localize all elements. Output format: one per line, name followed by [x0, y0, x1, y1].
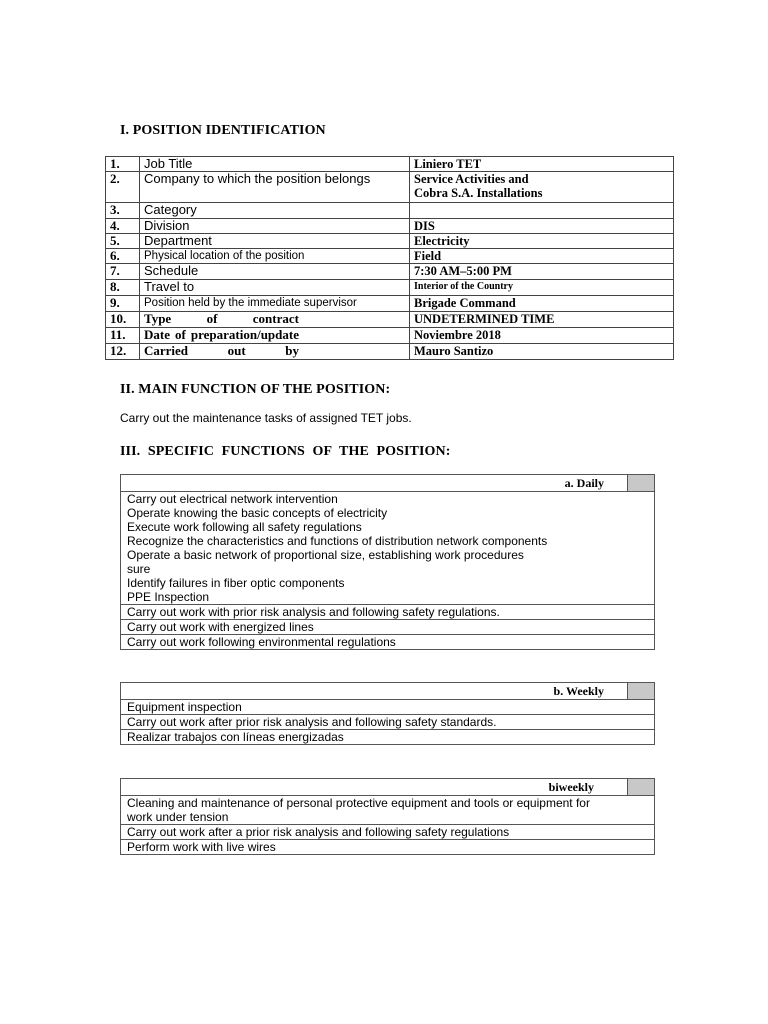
row-value: Field: [410, 249, 674, 264]
row-number: 3.: [106, 203, 140, 219]
list-item: Carry out work with prior risk analysis and following safety regulations.: [120, 605, 655, 620]
list-item: Operate a basic network of proportional size, establishing work procedures: [127, 548, 524, 562]
row-label-word: Carried: [144, 343, 189, 358]
list-item: Carry out work after prior risk analysis and following safety standards.: [120, 715, 655, 730]
list-item: PPE Inspection: [127, 590, 210, 604]
list-item: Identify failures in fiber optic components: [127, 576, 345, 590]
list-item: Operate knowing the basic concepts of electricity: [127, 506, 388, 520]
list-item: sure: [127, 562, 151, 576]
row-label-word: by: [285, 343, 299, 358]
row-label: Job Title: [140, 157, 410, 172]
row-number: 8.: [106, 280, 140, 296]
row-label-word: Date: [144, 327, 170, 342]
weekly-header: [120, 682, 655, 700]
biweekly-title: biweekly: [121, 779, 628, 795]
table-row: [106, 203, 674, 219]
daily-block: [120, 492, 655, 605]
row-label: Schedule: [140, 264, 410, 280]
row-label: Division: [140, 219, 410, 234]
table-row: [106, 172, 674, 203]
daily-header: [120, 474, 655, 492]
row-value: Noviembre 2018: [410, 328, 674, 344]
section-heading-position-identification: I. POSITION IDENTIFICATION: [120, 123, 326, 138]
row-value: Brigade Command: [410, 296, 674, 312]
table-row: [106, 344, 674, 360]
row-value: 7:30 AM–5:00 PM: [410, 264, 674, 280]
row-number: 9.: [106, 296, 140, 312]
row-value: Mauro Santizo: [410, 344, 674, 360]
row-label-word: out: [227, 343, 246, 358]
table-row: [106, 296, 674, 312]
table-row: [106, 249, 674, 264]
section-heading-main-function: II. MAIN FUNCTION OF THE POSITION:: [120, 382, 391, 397]
list-item: Carry out work after a prior risk analysis and following safety regulations: [120, 825, 655, 840]
list-item: Carry out electrical network intervention: [127, 492, 338, 506]
row-label-word: Type: [144, 311, 172, 326]
row-label-spread: [144, 328, 409, 342]
list-item: Recognize the characteristics and functions of distribution network components: [127, 534, 548, 548]
biweekly-block: [120, 796, 655, 825]
row-number: 12.: [106, 344, 140, 360]
list-item: Realizar trabajos con líneas energizadas: [120, 730, 655, 745]
daily-title: a. Daily: [121, 475, 628, 491]
row-label: [140, 344, 410, 360]
row-number: 7.: [106, 264, 140, 280]
row-value: UNDETERMINED TIME: [410, 312, 674, 328]
row-number: 5.: [106, 234, 140, 249]
list-item: Perform work with live wires: [120, 840, 655, 855]
row-label: Category: [140, 203, 410, 219]
row-value: Liniero TET: [410, 157, 674, 172]
row-value-line: Service Activities and: [414, 172, 529, 186]
biweekly-functions-box: [120, 778, 655, 855]
list-item: Cleaning and maintenance of personal protective equipment and tools or equipment for: [127, 796, 590, 810]
list-item: Equipment inspection: [120, 700, 655, 715]
list-item: Carry out work with energized lines: [120, 620, 655, 635]
row-label-spread: [144, 312, 409, 326]
weekly-title: b. Weekly: [121, 683, 628, 699]
row-label-word: of: [206, 311, 218, 326]
row-value: DIS: [410, 219, 674, 234]
table-row: [106, 234, 674, 249]
biweekly-header: [120, 778, 655, 796]
list-item: work under tension: [127, 810, 229, 824]
row-label-word: preparation/update: [190, 327, 299, 342]
table-row: [106, 264, 674, 280]
row-value-line: Cobra S.A. Installations: [414, 186, 543, 200]
row-number: 2.: [106, 172, 140, 203]
section-heading-specific-functions: III. SPECIFIC FUNCTIONS OF THE POSITION:: [120, 444, 451, 459]
row-number: 6.: [106, 249, 140, 264]
row-label: Position held by the immediate supervisor: [140, 296, 410, 312]
row-value: Interior of the Country: [410, 280, 674, 296]
table-row: [106, 312, 674, 328]
row-value: [410, 172, 674, 203]
row-value: Electricity: [410, 234, 674, 249]
row-label: Travel to: [140, 280, 410, 296]
position-identification-table: [105, 156, 674, 360]
table-row: [106, 219, 674, 234]
row-label-word: contract: [252, 311, 299, 326]
row-label-spread: [144, 344, 409, 358]
row-label: [140, 328, 410, 344]
row-value: [410, 203, 674, 219]
main-function-text: Carry out the maintenance tasks of assigned TET jobs.: [120, 411, 412, 425]
table-row: [106, 280, 674, 296]
row-label: [140, 312, 410, 328]
row-number: 10.: [106, 312, 140, 328]
row-label: Department: [140, 234, 410, 249]
daily-functions-box: [120, 474, 655, 650]
weekly-functions-box: [120, 682, 655, 745]
table-row: [106, 328, 674, 344]
list-item: Carry out work following environmental regulations: [120, 635, 655, 650]
row-label-word: of: [175, 327, 186, 342]
row-label: Physical location of the position: [140, 249, 410, 264]
row-label: Company to which the position belongs: [140, 172, 410, 203]
table-row: [106, 157, 674, 172]
row-number: 11.: [106, 328, 140, 344]
list-item: Execute work following all safety regulations: [127, 520, 362, 534]
row-number: 4.: [106, 219, 140, 234]
row-number: 1.: [106, 157, 140, 172]
